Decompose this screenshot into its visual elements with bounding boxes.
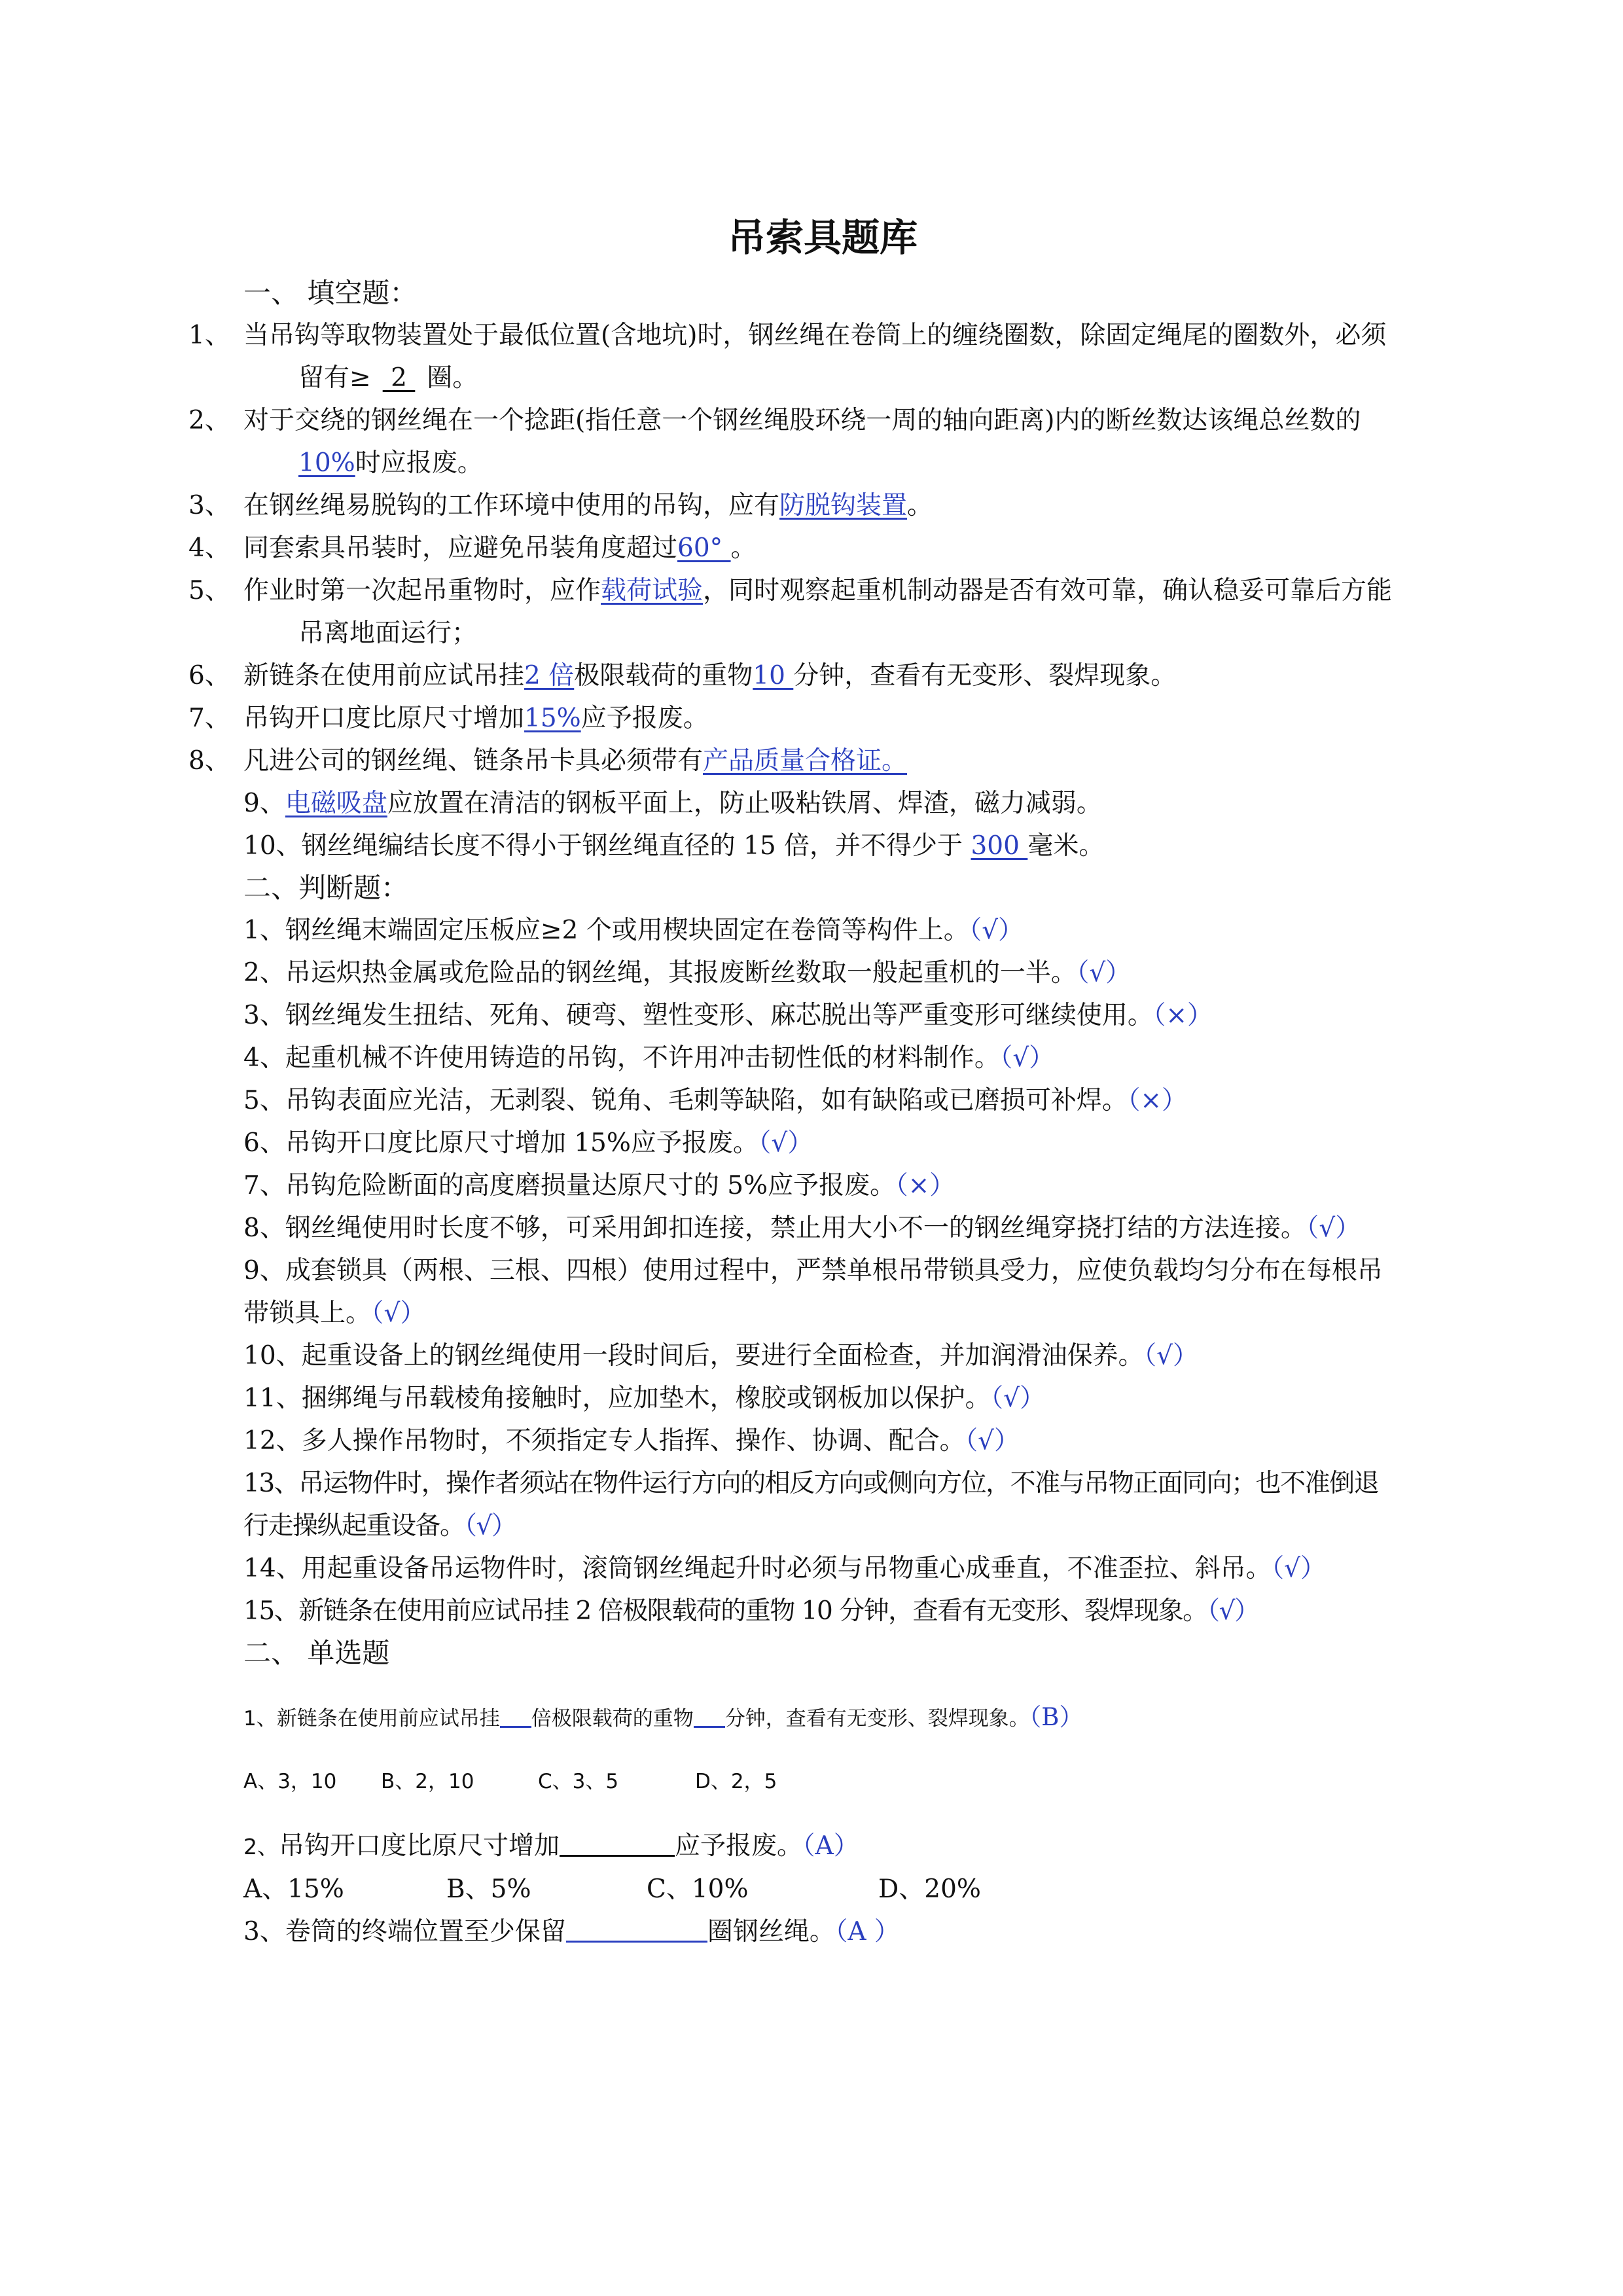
question-text: 5、吊钩表面应光洁，无剥裂、锐角、毛刺等缺陷，如有缺陷或已磨损可补焊。 [243, 1086, 1128, 1115]
judge-question-5 [243, 1079, 1402, 1122]
question-text: 应予报废。 [675, 1831, 803, 1861]
question-text: 凡进公司的钢丝绳、链条吊卡具必须带有 [243, 746, 704, 776]
question-text: 12、多人操作吊物时，不须指定专人指挥、操作、协调、配合。 [243, 1426, 965, 1456]
fill-question-9 [243, 782, 1402, 825]
section-heading-judge: 二、判断题： [243, 872, 409, 904]
question-number: 10、 [243, 831, 302, 861]
judge-question-11 [243, 1377, 1402, 1420]
judge-question-2 [243, 952, 1402, 994]
question-text: 应放置在清洁的钢板平面上，防止吸粘铁屑、焊渣，磁力减弱。 [387, 789, 1102, 818]
judge-mark: （√） [1207, 1596, 1259, 1626]
answer-blank: 2 [382, 363, 416, 393]
question-text: 作业时第一次起吊重物时，应作 [243, 576, 601, 605]
question-text: 14、用起重设备吊运物件时，滚筒钢丝绳起升时必须与吊物重心成垂直，不准歪拉、斜吊。 [243, 1554, 1272, 1583]
question-text: 分钟，查看有无变形、裂焊现象。 [793, 661, 1177, 691]
single-question-2-options [243, 1868, 1402, 1910]
judge-mark: （√） [969, 916, 1024, 945]
question-text: 倍极限载荷的重物 [531, 1707, 694, 1731]
answer-text: 载荷试验 [601, 576, 704, 605]
question-text: 。 [907, 491, 933, 520]
question-text: 同套索具吊装时，应避免吊装角度超过 [243, 533, 678, 563]
question-text: 4、起重机械不许使用铸造的吊钩，不许用冲击韧性低的材料制作。 [243, 1043, 1000, 1073]
answer-text: 2 倍 [524, 661, 575, 691]
question-text: 卷筒的终端位置至少保留 [285, 1917, 566, 1946]
question-text: 7、吊钩危险断面的高度磨损量达原尺寸的 5%应予报废。 [243, 1171, 896, 1200]
question-text: 1、钢丝绳末端固定压板应≥2 个或用楔块固定在卷筒等构件上。 [243, 916, 969, 945]
fill-question-2: 2、 对于交绕的钢丝绳在一个捻距(指任意一个钢丝绳股环绕一周的轴向距离)内的断丝数达该绳总丝数的10%时应报废。 [188, 406, 1361, 478]
single-question-1-options [243, 1762, 1402, 1801]
question-number: 2、 [243, 1834, 279, 1859]
judge-question-7 [243, 1164, 1402, 1207]
judge-mark: （√） [371, 1299, 426, 1328]
fill-question-8: 8、 凡进公司的钢丝绳、链条吊卡具必须带有产品质量合格证。 [188, 746, 908, 776]
judge-mark: （√） [965, 1426, 1020, 1456]
judge-mark: （√） [1271, 1554, 1326, 1583]
question-text: 15、新链条在使用前应试吊挂 2 倍极限载荷的重物 10 分钟，查看有无变形、裂焊现象。 [243, 1596, 1207, 1626]
question-text: 新链条在使用前应试吊挂 [243, 661, 525, 691]
question-text: 极限载荷的重物 [574, 661, 753, 691]
single-question-3 [243, 1910, 1402, 1953]
question-text: 在钢丝绳易脱钩的工作环境中使用的吊钩，应有 [243, 491, 780, 520]
question-text: 毫米。 [1027, 831, 1105, 861]
judge-question-12 [243, 1420, 1402, 1462]
judge-mark: （√） [990, 1384, 1045, 1413]
judge-mark: （×） [1152, 1001, 1213, 1030]
question-text: 2、吊运炽热金属或危险品的钢丝绳，其报废断丝数取一般起重机的一半。 [243, 958, 1077, 988]
judge-mark: （√） [464, 1511, 516, 1541]
answer-text: 15% [524, 704, 581, 733]
fill-question-5: 5、 作业时第一次起吊重物时，应作载荷试验，同时观察起重机制动器是否有效可靠，确认稳妥可靠后方能吊离地面运行； [188, 576, 1393, 648]
question-text: 对于交绕的钢丝绳在一个捻距(指任意一个钢丝绳股环绕一周的轴向距离)内的断丝数达该绳总丝数的 [243, 406, 1361, 435]
document-page [188, 208, 1402, 1953]
answer-text: 300 [971, 831, 1028, 861]
judge-question-6 [243, 1122, 1402, 1164]
option-c: C、10% [647, 1874, 749, 1904]
judge-mark: （√） [1143, 1341, 1198, 1371]
question-text: 3、钢丝绳发生扭结、死角、硬弯、塑性变形、麻芯脱出等严重变形可继续使用。 [243, 1001, 1153, 1030]
judge-question-13 [243, 1462, 1402, 1547]
question-number: 1、 [243, 1707, 277, 1731]
judge-mark: （√） [1306, 1213, 1361, 1243]
judge-mark: （√） [1076, 958, 1132, 988]
judge-question-9 [243, 1249, 1402, 1335]
judge-question-1 [243, 909, 1402, 952]
judge-question-15 [243, 1590, 1402, 1632]
single-question-1 [243, 1698, 1402, 1738]
option-d: D、2，5 [695, 1770, 777, 1793]
question-text: 分钟，查看有无变形、裂焊现象。 [724, 1707, 1029, 1731]
answer-choice: （B） [1029, 1703, 1084, 1731]
judge-mark: （×） [1127, 1086, 1188, 1115]
fill-question-1: 1、 当吊钩等取物装置处于最低位置(含地坑)时，钢丝绳在卷筒上的缠绕圈数，除固定绳尾的圈数外，必须留有≥ 2 圈。 [188, 321, 1387, 393]
question-number: 3、 [243, 1917, 285, 1946]
spacer [243, 1738, 1402, 1762]
question-text: 圈钢丝绳。 [707, 1917, 835, 1946]
section-heading-single: 二、 单选题 [243, 1637, 390, 1669]
question-text: 13、吊运物件时，操作者须站在物件运行方向的相反方向或侧向方位，不准与吊物正面同向；也不准倒退行走操纵起重设备。 [243, 1469, 1379, 1541]
answer-text: 电磁吸盘 [285, 789, 387, 818]
option-b: B、5% [446, 1874, 531, 1904]
question-text: ，同时观察起重机制动器是否有效可靠，确认稳妥可靠后方能吊离地面运行； [298, 576, 1393, 648]
answer-text: 防脱钩装置 [779, 491, 908, 520]
question-text: 当吊钩等取物装置处于最低位置(含地坑)时，钢丝绳在卷筒上的缠绕圈数，除固定绳尾的圈数外，必须留有≥ [243, 321, 1387, 393]
question-text: 11、捆绑绳与吊载棱角接触时，应加垫木，橡胶或钢板加以保护。 [243, 1384, 991, 1413]
judge-question-4 [243, 1037, 1402, 1079]
question-text: 10、起重设备上的钢丝绳使用一段时间后，要进行全面检查，并加润滑油保养。 [243, 1341, 1144, 1371]
section-heading-fill: 一、 填空题： [243, 277, 418, 309]
question-text: 8、钢丝绳使用时长度不够，可采用卸扣连接，禁止用大小不一的钢丝绳穿挠打结的方法连接。 [243, 1213, 1306, 1243]
answer-choice: （A） [802, 1831, 859, 1861]
spacer [243, 1674, 1402, 1698]
option-a: A、3，10 [243, 1770, 337, 1793]
judge-mark: （√） [999, 1043, 1055, 1073]
answer-blank [500, 1700, 531, 1728]
option-d: D、20% [878, 1874, 981, 1904]
option-b: B、2，10 [381, 1770, 474, 1793]
question-text: 新链条在使用前应试吊挂 [276, 1707, 500, 1731]
question-text: 。 [730, 533, 757, 563]
judge-mark: （×） [895, 1171, 955, 1200]
judge-mark: （√） [758, 1128, 813, 1158]
answer-text: 10 [753, 661, 794, 691]
judge-question-10 [243, 1335, 1402, 1377]
judge-question-14 [243, 1547, 1402, 1590]
answer-blank [694, 1700, 725, 1728]
fill-question-6: 6、 新链条在使用前应试吊挂2 倍极限载荷的重物10 分钟，查看有无变形、裂焊现象。 [188, 661, 1177, 691]
question-text: 吊钩开口度比原尺寸增加 [279, 1831, 560, 1861]
answer-blank [566, 1914, 707, 1943]
question-text: 时应报废。 [355, 448, 483, 478]
answer-text: 产品质量合格证。 [703, 746, 908, 776]
option-c: C、3、5 [538, 1770, 619, 1793]
judge-question-8 [243, 1207, 1402, 1249]
answer-choice: （A ） [834, 1917, 900, 1946]
question-text: 应予报废。 [580, 704, 709, 733]
answer-blank [560, 1829, 675, 1857]
question-text: 圈。 [427, 363, 478, 393]
fill-question-3: 3、 在钢丝绳易脱钩的工作环境中使用的吊钩，应有防脱钩装置。 [188, 491, 933, 520]
single-question-2 [243, 1825, 1402, 1868]
answer-text: 10% [298, 448, 355, 478]
question-text: 吊钩开口度比原尺寸增加 [243, 704, 525, 733]
fill-question-10 [243, 825, 1402, 867]
question-text: 钢丝绳编结长度不得小于钢丝绳直径的 15 倍，并不得少于 [301, 831, 963, 861]
answer-text: 60° [677, 533, 731, 563]
option-a: A、15% [243, 1874, 344, 1904]
fill-question-4: 4、 同套索具吊装时，应避免吊装角度超过60° 。 [188, 533, 757, 563]
spacer [243, 1801, 1402, 1825]
question-text: 9、成套锁具（两根、三根、四根）使用过程中，严禁单根吊带锁具受力，应使负载均匀分布在每根吊带锁具上。 [243, 1256, 1383, 1328]
page-title: 吊索具题库 [727, 215, 918, 260]
question-text: 6、吊钩开口度比原尺寸增加 15%应予报废。 [243, 1128, 758, 1158]
judge-question-3 [243, 994, 1402, 1037]
fill-question-7: 7、 吊钩开口度比原尺寸增加15%应予报废。 [188, 704, 709, 733]
question-number: 9、 [243, 789, 285, 818]
